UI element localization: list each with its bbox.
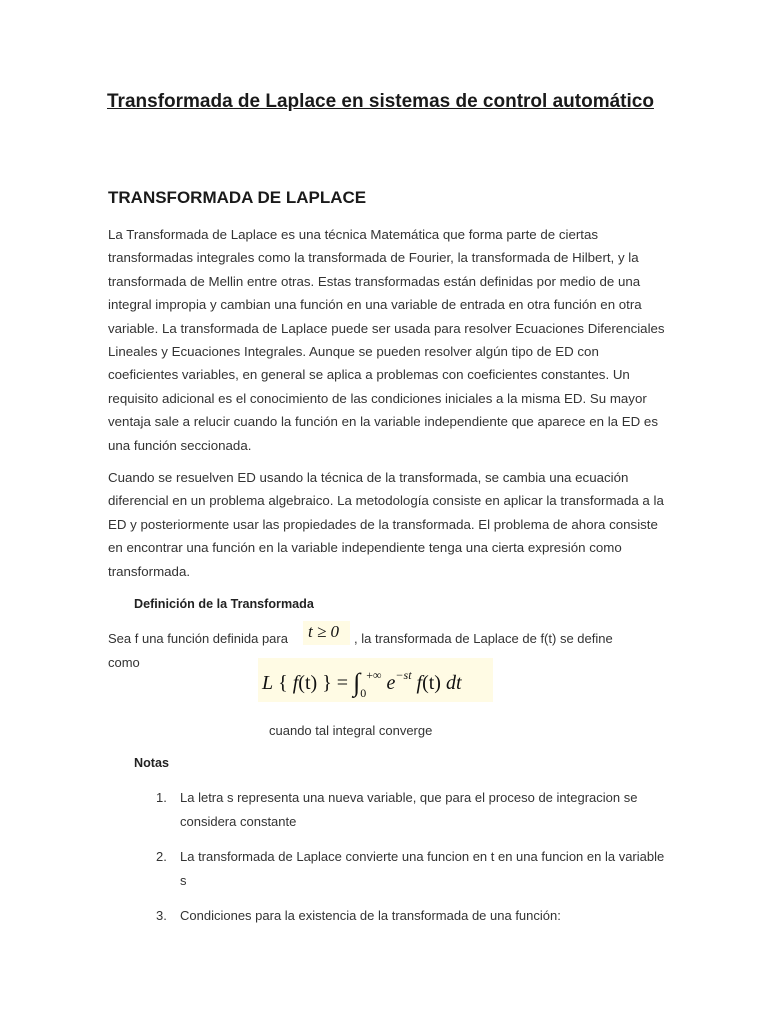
- note-text: La letra s representa una nueva variable, que para el proceso de integracion se considera constante: [180, 790, 638, 829]
- notes-heading: Notas: [134, 756, 169, 770]
- note-item: [108, 786, 668, 834]
- note-item: [108, 904, 668, 928]
- formula-L: L: [262, 672, 274, 694]
- formula-t: t: [455, 672, 462, 694]
- condition-formula: [303, 621, 350, 645]
- formula-equals: =: [336, 672, 349, 694]
- definition-text-como: como: [108, 655, 140, 670]
- notes-list: [108, 786, 668, 939]
- paragraph-method: Cuando se resuelven ED usando la técnica de la transformada, se cambia una ecuación diferencial en un problema algebraico. La metodología consiste en aplicar la transformada a la ED y posteriormente usar las propiedades de la transformada. El problema de ahora consiste en encontrar una función en la variable independiente tenga una cierta expresión como transformada.: [108, 470, 664, 579]
- formula-arg: (t): [422, 672, 441, 694]
- formula-integral: ∫: [353, 668, 361, 697]
- note-number: 1.: [156, 790, 167, 805]
- formula-open-brace: {: [278, 672, 288, 694]
- page-title: Transformada de Laplace en sistemas de control automático: [107, 91, 654, 112]
- note-number: 3.: [156, 908, 167, 923]
- note-text: La transformada de Laplace convierte una funcion en t en una funcion en la variable s: [180, 849, 665, 888]
- section-heading: TRANSFORMADA DE LAPLACE: [108, 188, 367, 207]
- laplace-formula: [258, 658, 493, 702]
- paragraph-intro: La Transformada de Laplace es una técnica Matemática que forma parte de ciertas transformadas integrales como la transformada de Fourier, la transformada de Hilbert, y la transformada de Mellin entre otras. Estas transformadas están definidas por medio de una integral impropia y cambian una función en una variable de entrada en otra función en otra variable. La transformada de Laplace puede ser usada para resolver Ecuaciones Diferenciales Lineales y Ecuaciones Integrales. Aunque se pueden resolver algún tipo de ED con coeficientes variables, en general se aplica a problemas con coeficientes constantes. Un requisito adicional es el conocimiento de las condiciones iniciales a la misma ED. Su mayor ventaja sale a relucir cuando la función en la variable independiente que aparece en la ED es una función seccionada.: [108, 227, 665, 453]
- formula-lhs-f: f: [292, 672, 299, 694]
- definition-heading: Definición de la Transformada: [134, 597, 314, 611]
- formula-d: d: [445, 672, 456, 694]
- formula-lower-limit: 0: [360, 686, 367, 700]
- definition-text-after: , la transformada de Laplace de f(t) se define: [354, 631, 613, 646]
- note-number: 2.: [156, 849, 167, 864]
- definition-text-before: Sea f una función definida para: [108, 631, 288, 646]
- formula-f: f: [416, 672, 423, 694]
- formula-lhs-arg: (t): [298, 672, 318, 694]
- laplace-formula-expression: [262, 666, 462, 700]
- note-text: Condiciones para la existencia de la transformada de una función:: [180, 908, 561, 923]
- formula-close-brace: }: [322, 672, 332, 694]
- note-item: [108, 845, 668, 893]
- condition-formula-text: t ≥ 0: [308, 622, 340, 641]
- formula-upper-limit: +∞: [366, 668, 382, 682]
- converge-text: cuando tal integral converge: [269, 723, 433, 738]
- formula-exponent: −st: [395, 668, 412, 682]
- formula-e: e: [386, 672, 396, 694]
